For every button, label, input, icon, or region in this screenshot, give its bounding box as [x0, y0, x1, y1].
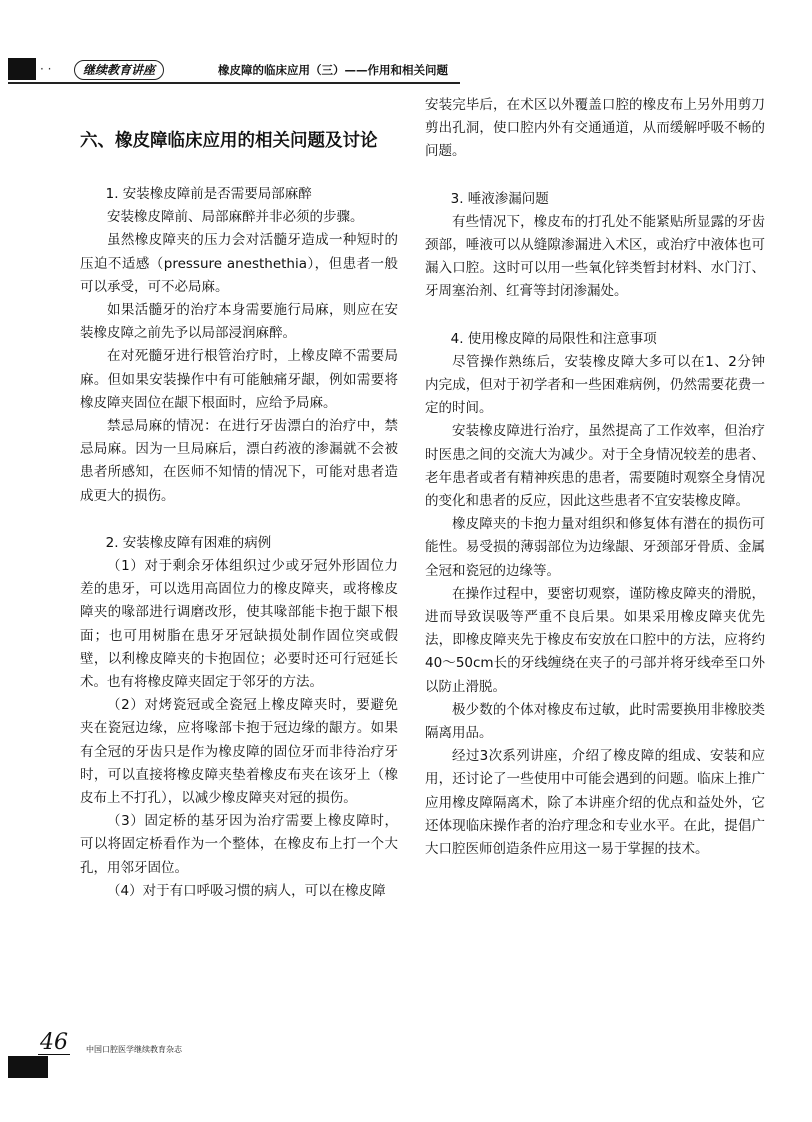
paragraph: 在对死髓牙进行根管治疗时，上橡皮障不需要局麻。但如果安装操作中有可能触痛牙龈，例如需要将橡皮障夹固位在龈下根面时，应给予局麻。 — [80, 348, 398, 411]
right-column — [425, 94, 765, 861]
page-number: 46 — [40, 1030, 68, 1055]
paragraph: 尽管操作熟练后，安装橡皮障大多可以在1、2分钟内完成，但对于初学者和一些困难病例，仍然需要花费一定的时间。 — [425, 353, 765, 417]
paragraph: 虽然橡皮障夹的压力会对活髓牙造成一种短时的压迫不适感（pressure anesthethia），但患者一般可以承受，可不必局麻。 — [80, 232, 398, 295]
running-title: 橡皮障的临床应用（三）——作用和相关问题 — [218, 63, 448, 77]
paragraph: （3）固定桥的基牙因为治疗需要上橡皮障时，可以将固定桥看作为一个整体，在橡皮布上打一个大孔，用邻牙固位。 — [80, 813, 398, 876]
series-label: 继续教育讲座 — [74, 60, 164, 80]
paragraph: 禁忌局麻的情况：在进行牙齿漂白的治疗中，禁忌局麻。因为一旦局麻后，漂白药液的渗漏就不会被患者所感知，在医师不知情的情况下，可能对患者造成更大的损伤。 — [80, 418, 398, 504]
subheading-4: 4. 使用橡皮障的局限性和注意事项 — [450, 330, 657, 347]
paragraph: 安装橡皮障进行治疗，虽然提高了工作效率，但治疗时医患之间的交流大为减少。对于全身情况较差的患者、老年患者或者有精神疾患的患者，需要随时观察全身情况的变化和患者的反应，因此这些患者不宜安装橡皮障。 — [425, 423, 765, 510]
header-decoration — [8, 58, 36, 80]
paragraph-continued: 安装完毕后，在术区以外覆盖口腔的橡皮布上另外用剪刀剪出孔洞，使口腔内外有交通通道，从而缓解呼吸不畅的问题。 — [425, 97, 765, 160]
paragraph: 安装橡皮障前、局部麻醉并非必须的步骤。 — [107, 209, 364, 226]
paragraph: 如果活髓牙的治疗本身需要施行局麻，则应在安装橡皮障之前先予以局部浸润麻醉。 — [80, 302, 398, 342]
paragraph: （1）对于剩余牙体组织过少或牙冠外形固位力差的患牙，可以选用高固位力的橡皮障夹，或将橡皮障夹的喙部进行调磨改形，使其喙部能卡抱于龈下根面；也可用树脂在患牙牙冠缺损处制作固位突或假壁，以利橡皮障夹的卡抱固位；必要时还可行冠延长术。也有将橡皮障夹固定于邻牙的方法。 — [80, 558, 398, 691]
header-dots: · · — [40, 62, 52, 76]
header-rule — [8, 82, 460, 84]
paragraph: 在操作过程中，要密切观察，谨防橡皮障夹的滑脱，进而导致误吸等严重不良后果。如果采用橡皮障夹优先法，即橡皮障夹先于橡皮布安放在口腔中的方法，应将约40～50cm长的牙线缠绕在夹子的弓部并将牙线牵至口外以防止滑脱。 — [425, 585, 765, 695]
section-title: 六、橡皮障临床应用的相关问题及讨论 — [80, 131, 378, 151]
left-column — [80, 94, 398, 903]
paragraph: 橡皮障夹的卡抱力量对组织和修复体有潜在的损伤可能性。易受损的薄弱部位为边缘龈、牙颈部牙骨质、金属全冠和瓷冠的边缘等。 — [425, 516, 765, 579]
paragraph: 经过3次系列讲座，介绍了橡皮障的组成、安装和应用，还讨论了一些使用中可能会遇到的问题。临床上推广应用橡皮障隔离术，除了本讲座介绍的优点和益处外，它还体现临床操作者的治疗理念和专业水平。在此，提倡广大口腔医师创造条件应用这一易于掌握的技术。 — [425, 748, 765, 858]
footer-decoration — [8, 1056, 48, 1078]
journal-name: 中国口腔医学继续教育杂志 — [86, 1045, 182, 1054]
subheading-2: 2. 安装橡皮障有困难的病例 — [105, 534, 272, 551]
subheading-3: 3. 唾液渗漏问题 — [450, 190, 549, 207]
paragraph: 极少数的个体对橡皮布过敏，此时需要换用非橡胶类隔离用品。 — [425, 701, 765, 742]
paragraph: （2）对烤瓷冠或全瓷冠上橡皮障夹时，要避免夹在瓷冠边缘，应将喙部卡抱于冠边缘的龈方。如果有全冠的牙齿只是作为橡皮障的固位牙而非待治疗牙时，可以直接将橡皮障夹垫着橡皮布夹在该牙上（橡皮布上不打孔），以减少橡皮障夹对冠的损伤。 — [80, 697, 398, 807]
subheading-1: 1. 安装橡皮障前是否需要局部麻醉 — [105, 186, 312, 202]
paragraph: 有些情况下，橡皮布的打孔处不能紧贴所显露的牙齿颈部，唾液可以从缝隙渗漏进入术区，或治疗中液体也可漏入口腔。这时可以用一些氧化锌类暂封材料、水门汀、牙周塞治剂、红膏等封闭渗漏处。 — [425, 213, 765, 300]
paragraph: （4）对于有口呼吸习惯的病人，可以在橡皮障 — [107, 882, 386, 899]
